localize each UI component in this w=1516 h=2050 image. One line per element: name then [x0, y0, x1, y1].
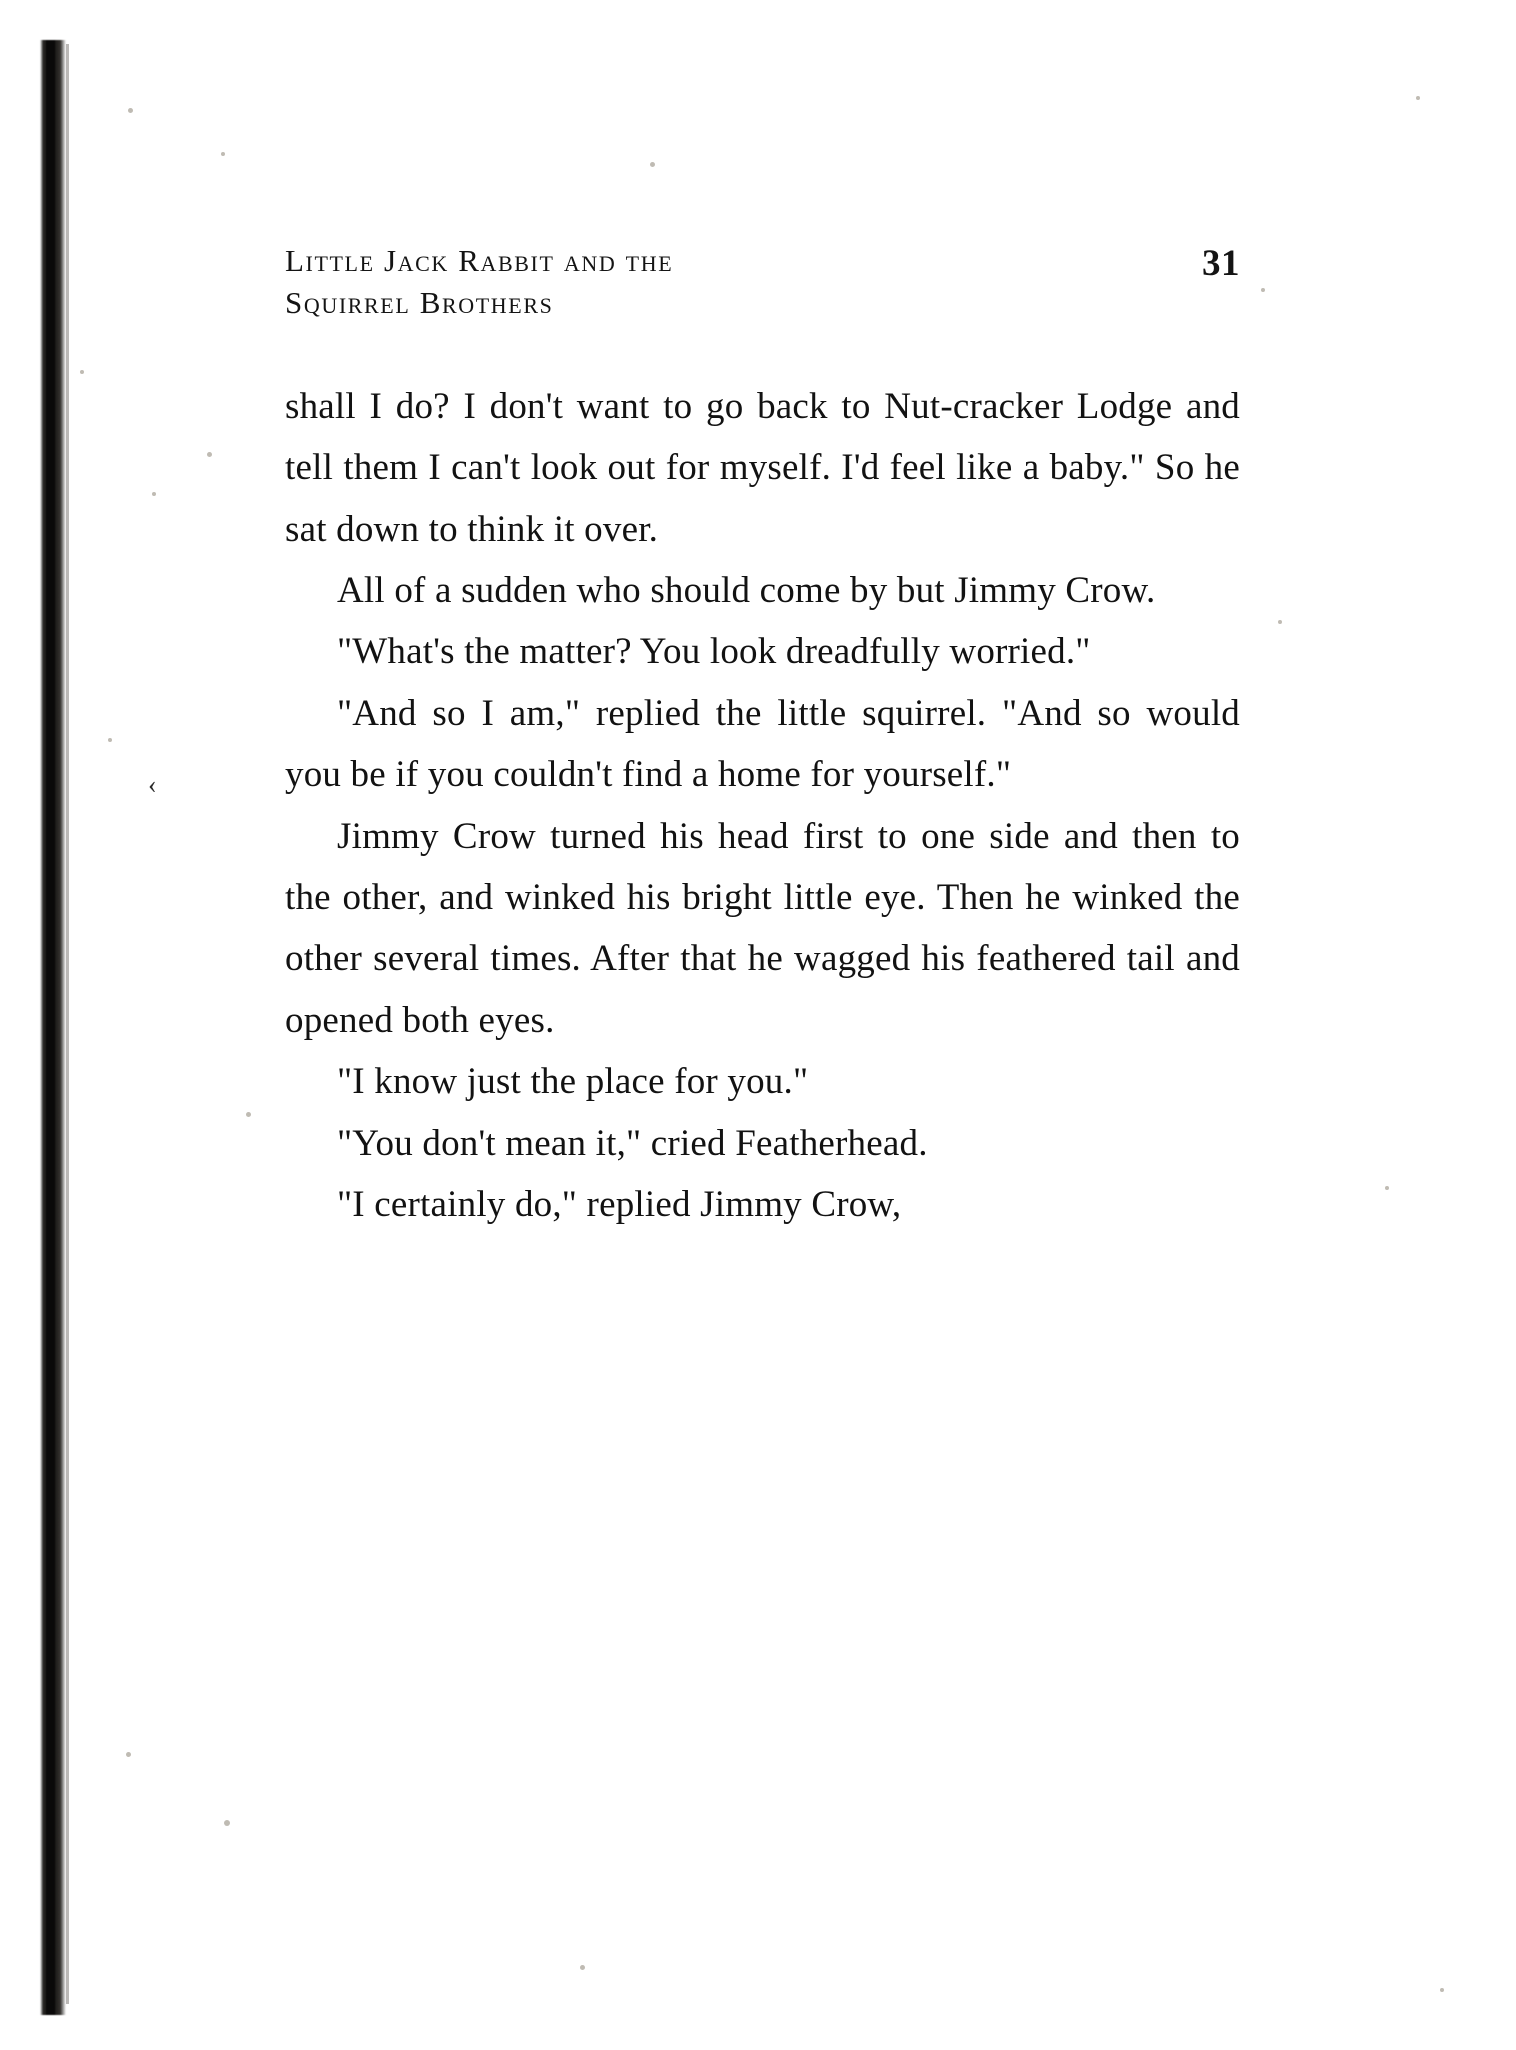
paragraph: "And so I am," replied the little squirrel. "And so would you be if you couldn't find a home for yourself.": [285, 692, 1240, 796]
running-head-line-2: Squirrel Brothers: [285, 284, 554, 320]
paragraph: Jimmy Crow turned his head first to one side and then to the other, and winked his bright little eye. Then he winked the other several times. After that he wagged his feathered tail and opened both eyes.: [285, 815, 1240, 1041]
paragraph: shall I do? I don't want to go back to Nut-cracker Lodge and tell them I can't look out for myself. I'd feel like a baby." So he sat down to think it over.: [285, 385, 1240, 550]
scan-speck: [207, 452, 212, 457]
scan-speck: [126, 1752, 131, 1757]
margin-annotation-mark: ‹: [148, 770, 157, 799]
paragraph: "I certainly do," replied Jimmy Crow,: [337, 1183, 902, 1225]
page-content: [285, 240, 1240, 1235]
scan-speck: [650, 162, 655, 167]
paragraph: All of a sudden who should come by but Jimmy Crow.: [337, 569, 1156, 611]
paragraph: "What's the matter? You look dreadfully worried.": [337, 631, 1091, 673]
scan-speck: [1261, 288, 1265, 292]
scan-gutter-shadow: [40, 40, 66, 2015]
paragraph: "I know just the place for you.": [337, 1061, 809, 1103]
scan-speck: [152, 492, 156, 496]
running-head-lines: [285, 240, 1045, 324]
paragraph: "You don't mean it," cried Featherhead.: [337, 1122, 928, 1164]
scan-speck: [224, 1820, 230, 1826]
page-number: 31: [1202, 243, 1240, 284]
scan-speck: [108, 738, 112, 742]
scan-speck: [1278, 620, 1282, 624]
body-text: [285, 376, 1240, 1236]
scan-speck: [1385, 1186, 1389, 1190]
scan-speck: [80, 370, 84, 374]
scan-speck: [580, 1965, 585, 1970]
scan-speck: [246, 1112, 251, 1117]
scan-gutter-edge: [66, 44, 69, 2004]
scan-speck: [128, 108, 133, 113]
running-head-line-1: Little Jack Rabbit and the: [285, 243, 674, 278]
running-head: [285, 240, 1240, 324]
scan-speck: [221, 152, 225, 156]
scan-speck: [1440, 1988, 1444, 1992]
scan-speck: [1416, 96, 1420, 100]
